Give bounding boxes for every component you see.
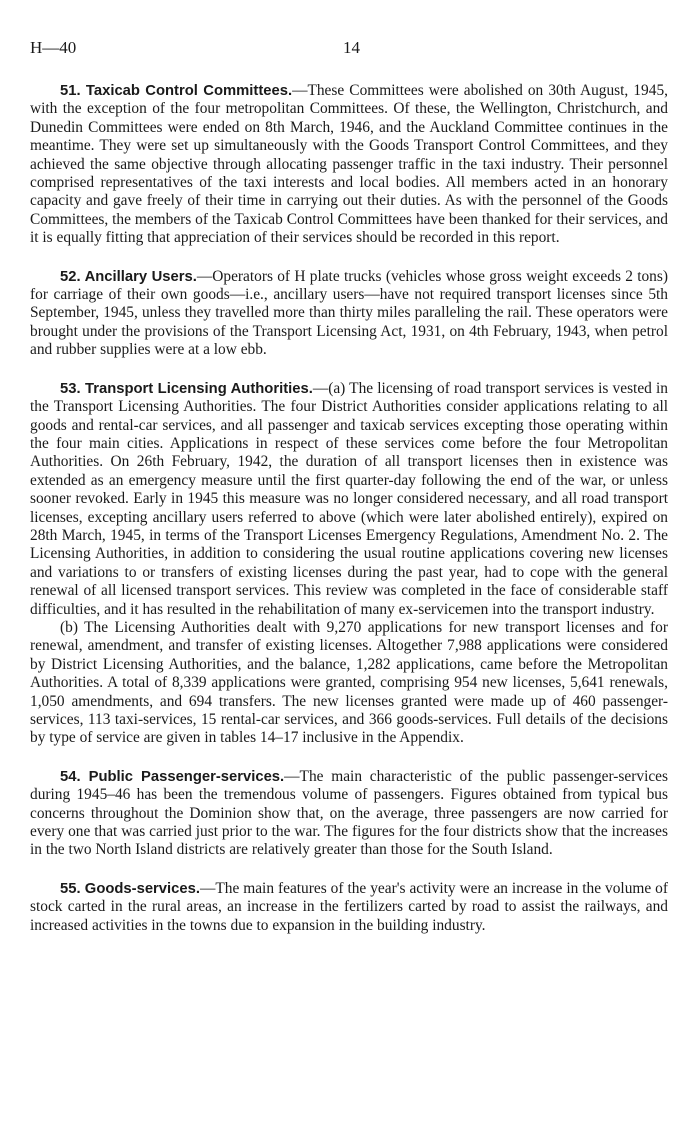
section-heading: 53. Transport Licensing Authorities. (60, 380, 313, 397)
paragraph (30, 380, 668, 619)
paragraph: (b) The Licensing Authorities dealt with 9,270 applications for new transport licenses and for renewal, amendment, and transfer of existing licenses. Altogether 7,988 applications were considered by District Licensing Authorities, and the balance, 1,282 applications, came before the Metropolitan Authorities. A total of 8,339 applications were granted, comprising 954 new licenses, 5,641 renewals, 1,050 amendments, and 694 transfers. The new licenses granted were made up of 460 passenger-services, 113 taxi-services, 15 rental-car services, and 366 goods-services. Full details of the decisions by type of service are given in tables 14–17 inclusive in the Appendix. (30, 618, 668, 747)
page-number: 14 (343, 38, 360, 57)
section-heading: 55. Goods-services. (60, 880, 200, 897)
section-55 (30, 880, 668, 935)
document-body (30, 82, 668, 955)
section-heading: 54. Public Passenger-services. (60, 768, 285, 785)
section-52 (30, 268, 668, 360)
section-heading: 51. Taxicab Control Committees. (60, 83, 293, 99)
paragraph (30, 768, 668, 860)
section-53 (30, 380, 668, 748)
paragraph (30, 82, 668, 248)
paragraph-text: —Operators of H plate trucks (vehicles whose gross weight exceeds 2 tons) for carriage of their own goods—i.e., ancillary users—have not required transport licenses since 5th September, 1945, unless they travelled more than thirty miles paralleling the rail. These operators were brought under the provisions of the Transport Licensing Act, 1931, on 4th February, 1943, when petrol and rubber supplies were at a low ebb. (30, 267, 668, 359)
section-51 (30, 82, 668, 248)
paragraph-text: —The main characteristic of the public passenger-services during 1945–46 has been the tremendous volume of passengers. Figures obtained from typical bus concerns throughout the Dominion show that, on the average, three passengers are now carried for every one that was carried just prior to the war. The figures for the four districts show that the increases in the two North Island districts are relatively greater than those for the South Island. (30, 767, 668, 859)
paragraph-text: —(a) The licensing of road transport services is vested in the Transport Licensing Authorities. The four District Authorities consider applications relating to all goods and rental-car services, and all passenger and taxicab services excepting those operating within the four main cities. Applications in respect of these services come before the four Metropolitan Authorities. On 26th February, 1942, the duration of all transport licenses then in existence was extended as an emergency measure until the first quarter-day following the end of the war, or unless sooner revoked. Early in 1945 this measure was no longer considered necessary, and all road transport licenses, excepting ancillary users referred to above (which were later abolished entirely), expired on 28th March, 1945, in terms of the Transport Licenses Emergency Regulations, Amendment No. 2. The Licensing Authorities, in addition to considering the usual routine applications covering new licenses and variations to or transfers of existing licenses during the past year, had to cope with the general renewal of all licensed transport services. This review was completed in the face of considerable staff difficulties, and it has resulted in the rehabilitation of many ex-servicemen into the transport industry. (30, 379, 668, 618)
document-code: H—40 (30, 38, 77, 57)
section-54 (30, 768, 668, 860)
section-heading: 52. Ancillary Users. (60, 268, 197, 285)
paragraph (30, 268, 668, 360)
page-header (30, 38, 670, 62)
paragraph-text: —These Committees were abolished on 30th August, 1945, with the exception of the four metropolitan Committees. Of these, the Wellington, Christchurch, and Dunedin Committees were ended on 8th March, 1946, and the Auckland Committee continues in the meantime. They were set up simultaneously with the Goods Transport Control Committees, and they achieved the same objective through allocating passenger traffic in the taxi industry. Their personnel comprised representatives of the taxi interests and local bodies. All members acted in an honorary capacity and gave freely of their time in carrying out their duties. As with the personnel of the Goods Committees, the members of the Taxicab Control Committees have been thanked for their services, and it is equally fitting that appreciation of their services should be recorded in this report. (30, 82, 668, 247)
paragraph-text: —The main features of the year's activity were an increase in the volume of stock carted in the rural areas, an increase in the fertilizers carted by road to assist the railways, and increased activities in the towns due to expansion in the building industry. (30, 879, 668, 934)
paragraph (30, 880, 668, 935)
